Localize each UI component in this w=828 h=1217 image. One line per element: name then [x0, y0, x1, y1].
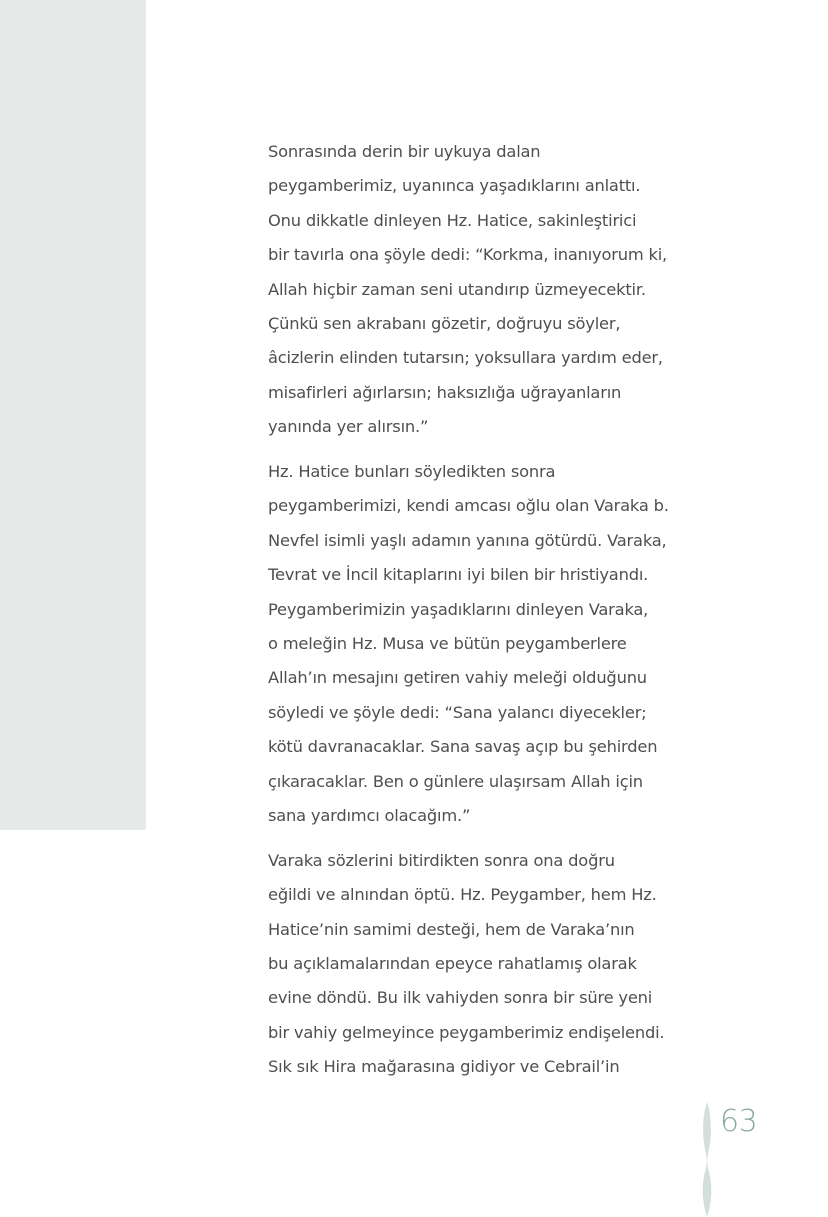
- paragraph: [268, 459, 708, 837]
- text-line: bir tavırla ona şöyle dedi: “Korkma, inanıyorum ki,: [268, 245, 668, 265]
- text-line: Hatice’nin samimi desteği, hem de Varaka’nın: [268, 919, 635, 939]
- text-line: peygamberimiz, uyanınca yaşadıklarını anlattı.: [268, 176, 641, 196]
- decorative-side-block: [0, 0, 146, 830]
- text-line: Sık sık Hira mağarasına gidiyor ve Cebrail’in: [268, 1057, 620, 1077]
- text-line: Varaka sözlerini bitirdikten sonra ona doğru: [268, 850, 615, 870]
- text-line: evine döndü. Bu ilk vahiyden sonra bir süre yeni: [268, 988, 653, 1008]
- text-line: sana yardımcı olacağım.”: [268, 805, 471, 825]
- text-line: misafirleri ağırlarsın; haksızlığa uğrayanların: [268, 382, 622, 402]
- text-line: çıkaracaklar. Ben o günlere ulaşırsam Allah için: [268, 771, 643, 791]
- text-line: o meleğin Hz. Musa ve bütün peygamberlere: [268, 633, 627, 653]
- text-line: Peygamberimizin yaşadıklarını dinleyen Varaka,: [268, 599, 649, 619]
- body-text: [268, 139, 708, 1099]
- page-number: 63: [720, 1104, 758, 1139]
- text-line: kötü davranacaklar. Sana savaş açıp bu şehirden: [268, 737, 658, 757]
- text-line: Allah’ın mesajını getiren vahiy meleği olduğunu: [268, 668, 647, 688]
- text-line: Allah hiçbir zaman seni utandırıp üzmeyecektir.: [268, 279, 646, 299]
- text-line: Çünkü sen akrabanı gözetir, doğruyu söyler,: [268, 313, 621, 333]
- text-line: Nevfel isimli yaşlı adamın yanına götürdü. Varaka,: [268, 530, 667, 550]
- text-line: eğildi ve alnından öptü. Hz. Peygamber, hem Hz.: [268, 885, 657, 905]
- text-line: bir vahiy gelmeyince peygamberimiz endişelendi.: [268, 1022, 665, 1042]
- paragraph: [268, 848, 708, 1089]
- text-line: Tevrat ve İncil kitaplarını iyi bilen bir hristiyandı.: [268, 565, 649, 585]
- page-ornament-icon: [696, 1102, 718, 1217]
- text-line: Sonrasında derin bir uykuya dalan: [268, 142, 541, 161]
- text-line: peygamberimizi, kendi amcası oğlu olan Varaka b.: [268, 496, 669, 516]
- text-line: Onu dikkatle dinleyen Hz. Hatice, sakinleştirici: [268, 210, 637, 230]
- text-line: yanında yer alırsın.”: [268, 417, 429, 437]
- text-line: söyledi ve şöyle dedi: “Sana yalancı diyecekler;: [268, 702, 647, 722]
- text-line: âcizlerin elinden tutarsın; yoksullara yardım eder,: [268, 348, 663, 368]
- paragraph: [268, 139, 708, 449]
- text-line: Hz. Hatice bunları söyledikten sonra: [268, 462, 556, 482]
- text-line: bu açıklamalarından epeyce rahatlamış olarak: [268, 953, 637, 973]
